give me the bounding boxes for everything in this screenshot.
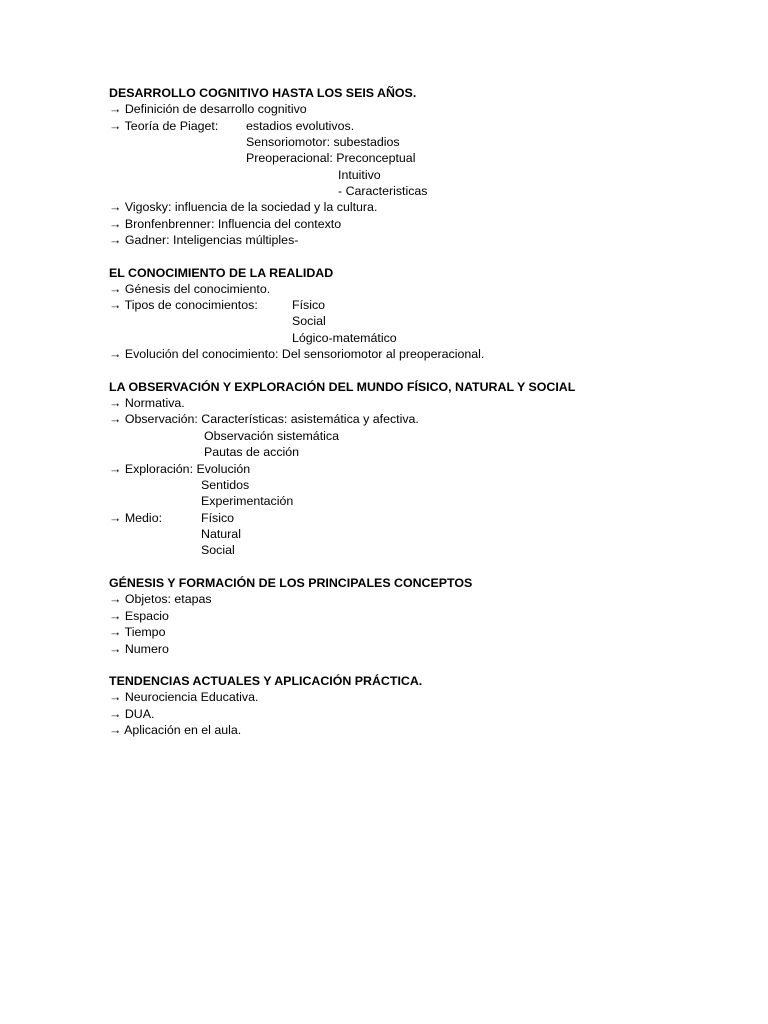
list-item-value: Social bbox=[201, 543, 235, 557]
list-item: → Espacio bbox=[109, 609, 169, 623]
section-heading: GÉNESIS Y FORMACIÓN DE LOS PRINCIPALES CONCEPTOS bbox=[109, 576, 473, 590]
section-heading: EL CONOCIMIENTO DE LA REALIDAD bbox=[109, 266, 334, 280]
list-item: → Neurociencia Educativa. bbox=[109, 690, 259, 704]
list-item-value: Sensoriomotor: subestadios bbox=[246, 135, 400, 149]
list-item: → Génesis del conocimiento. bbox=[109, 282, 271, 296]
list-item: → Aplicación en el aula. bbox=[109, 723, 242, 737]
list-item: → Tiempo bbox=[109, 625, 166, 639]
list-item-value: Experimentación bbox=[201, 494, 294, 508]
list-item-value: Físico bbox=[201, 511, 235, 525]
list-item: → Evolución del conocimiento: Del sensoriomotor al preoperacional. bbox=[109, 347, 485, 361]
list-item: → Objetos: etapas bbox=[109, 592, 212, 606]
list-item: → Normativa. bbox=[109, 396, 185, 410]
list-item-value: - Caracteristicas bbox=[338, 184, 428, 198]
list-item: → Exploración: Evolución bbox=[109, 462, 251, 476]
list-item: → Gadner: Inteligencias múltiples- bbox=[109, 233, 299, 247]
list-item: → Bronfenbrenner: Influencia del contexto bbox=[109, 217, 342, 231]
section-heading: LA OBSERVACIÓN Y EXPLORACIÓN DEL MUNDO FÍSICO, NATURAL Y SOCIAL bbox=[109, 380, 576, 394]
list-item-value: Pautas de acción bbox=[204, 445, 300, 459]
list-item-value: estadios evolutivos. bbox=[246, 119, 355, 133]
list-item-value: Observación sistemática bbox=[204, 429, 339, 443]
section-heading: DESARROLLO COGNITIVO HASTA LOS SEIS AÑOS. bbox=[109, 86, 417, 100]
list-item-value: Preoperacional: Preconceptual bbox=[246, 151, 416, 165]
list-item-value: Intuitivo bbox=[338, 168, 381, 182]
list-item-value: Natural bbox=[201, 527, 241, 541]
section-heading: TENDENCIAS ACTUALES Y APLICACIÓN PRÁCTICA. bbox=[109, 674, 423, 688]
list-item-value: Sentidos bbox=[201, 478, 250, 492]
list-item: → Medio: bbox=[109, 511, 163, 525]
list-item: → DUA. bbox=[109, 707, 155, 721]
list-item-value: Físico bbox=[292, 298, 326, 312]
list-item: → Definición de desarrollo cognitivo bbox=[109, 102, 307, 116]
list-item: → Tipos de conocimientos: bbox=[109, 298, 258, 312]
list-item: → Vigosky: influencia de la sociedad y la cultura. bbox=[109, 200, 378, 214]
list-item-value: Lógico-matemático bbox=[292, 331, 397, 345]
list-item: → Numero bbox=[109, 642, 169, 656]
list-item-value: Social bbox=[292, 314, 326, 328]
list-item: → Teoría de Piaget: bbox=[109, 119, 219, 133]
list-item: → Observación: Características: asistemática y afectiva. bbox=[109, 412, 419, 426]
